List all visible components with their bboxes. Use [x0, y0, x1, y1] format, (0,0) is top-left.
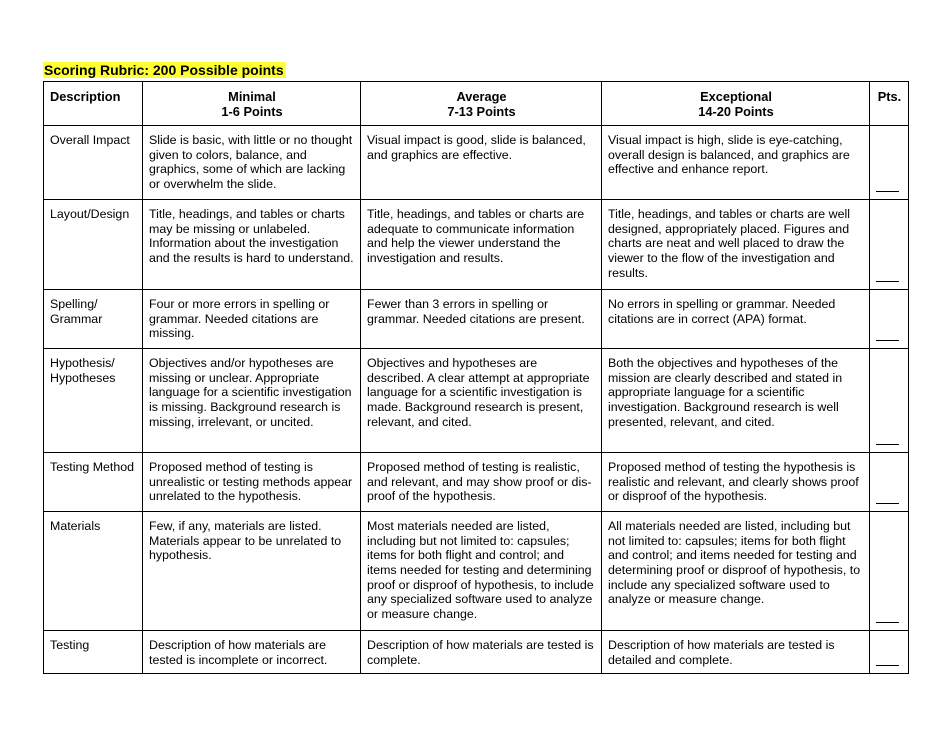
row-average: Most materials needed are listed, including but not limited to: capsules; items for both flight and control; and items needed for testing and determining proof or disproof of hypothesis, to include any specialized software used to analyze or measure change. [361, 512, 602, 631]
row-description: Overall Impact [44, 126, 143, 200]
row-exceptional: All materials needed are listed, including but not limited to: capsules; items for both flight and control; and items needed for testing and determining proof or disproof of hypothesis, to include any specialized software used to analyze or measure change. [602, 512, 870, 631]
row-minimal: Proposed method of testing is unrealistic or testing methods appear unrelated to the hypothesis. [143, 453, 361, 512]
header-description: Description [44, 82, 143, 126]
header-minimal-points: 1-6 Points [221, 103, 283, 119]
header-pts: Pts. [870, 82, 909, 126]
row-points-cell[interactable] [870, 290, 909, 349]
row-exceptional: Proposed method of testing the hypothesis is realistic and relevant, and clearly shows proof or disproof of the hypothesis. [602, 453, 870, 512]
table-row [44, 200, 909, 290]
header-average-points: 7-13 Points [447, 103, 516, 119]
row-average: Description of how materials are tested is complete. [361, 631, 602, 674]
points-blank-line [876, 503, 899, 504]
row-minimal: Four or more errors in spelling or grammar. Needed citations are missing. [143, 290, 361, 349]
scoring-rubric-table [43, 81, 909, 674]
points-blank-line [876, 191, 899, 192]
row-exceptional: Both the objectives and hypotheses of the mission are clearly described and stated in appropriate language for a scientific investigation. Background research is well presented, relevant, and cited. [602, 349, 870, 453]
row-minimal: Objectives and/or hypotheses are missing or unclear. Appropriate language for a scientific investigation is missing. Background research is missing, irrelevant, or uncited. [143, 349, 361, 453]
row-average: Fewer than 3 errors in spelling or grammar. Needed citations are present. [361, 290, 602, 349]
row-average: Title, headings, and tables or charts are adequate to communicate information and help the viewer understand the investigation and results. [361, 200, 602, 290]
row-points-cell[interactable] [870, 200, 909, 290]
row-average: Visual impact is good, slide is balanced, and graphics are effective. [361, 126, 602, 200]
row-points-cell[interactable] [870, 512, 909, 631]
row-average: Proposed method of testing is realistic, and relevant, and may show proof or dis-proof of the hypothesis. [361, 453, 602, 512]
points-blank-line [876, 281, 899, 282]
row-points-cell[interactable] [870, 453, 909, 512]
row-minimal: Description of how materials are tested is incomplete or incorrect. [143, 631, 361, 674]
points-blank-line [876, 444, 899, 445]
points-blank-line [876, 665, 899, 666]
table-row [44, 126, 909, 200]
header-average-name: Average [456, 89, 507, 104]
row-points-cell[interactable] [870, 126, 909, 200]
points-blank-line [876, 340, 899, 341]
header-row [44, 82, 909, 126]
row-points-cell[interactable] [870, 631, 909, 674]
header-minimal [143, 82, 361, 126]
row-description: Layout/Design [44, 200, 143, 290]
row-exceptional: Title, headings, and tables or charts are well designed, appropriately placed. Figures and charts are neat and well placed to draw the viewer to the flow of the investigation and results. [602, 200, 870, 290]
row-description: Materials [44, 512, 143, 631]
table-row [44, 453, 909, 512]
row-description: Spelling/ Grammar [44, 290, 143, 349]
table-row [44, 631, 909, 674]
rubric-title: Scoring Rubric: 200 Possible points [44, 62, 284, 78]
row-exceptional: No errors in spelling or grammar. Needed citations are in correct (APA) format. [602, 290, 870, 349]
row-description: Testing [44, 631, 143, 674]
table-row [44, 349, 909, 453]
table-row [44, 512, 909, 631]
header-average [361, 82, 602, 126]
header-minimal-name: Minimal [228, 89, 276, 104]
header-exceptional [602, 82, 870, 126]
row-exceptional: Visual impact is high, slide is eye-catching, overall design is balanced, and graphics are effective and enhance report. [602, 126, 870, 200]
table-row [44, 290, 909, 349]
row-exceptional: Description of how materials are tested is detailed and complete. [602, 631, 870, 674]
row-minimal: Slide is basic, with little or no thought given to colors, balance, and graphics, some of which are lacking or overwhelm the slide. [143, 126, 361, 200]
header-exceptional-name: Exceptional [700, 89, 772, 104]
row-description: Testing Method [44, 453, 143, 512]
row-points-cell[interactable] [870, 349, 909, 453]
row-description: Hypothesis/ Hypotheses [44, 349, 143, 453]
row-average: Objectives and hypotheses are described. A clear attempt at appropriate language for a scientific investigation is made. Background research is present, relevant, and cited. [361, 349, 602, 453]
row-minimal: Few, if any, materials are listed. Materials appear to be unrelated to hypothesis. [143, 512, 361, 631]
row-minimal: Title, headings, and tables or charts may be missing or unlabeled. Information about the investigation and the results is hard to understand. [143, 200, 361, 290]
points-blank-line [876, 622, 899, 623]
header-exceptional-points: 14-20 Points [698, 103, 774, 119]
